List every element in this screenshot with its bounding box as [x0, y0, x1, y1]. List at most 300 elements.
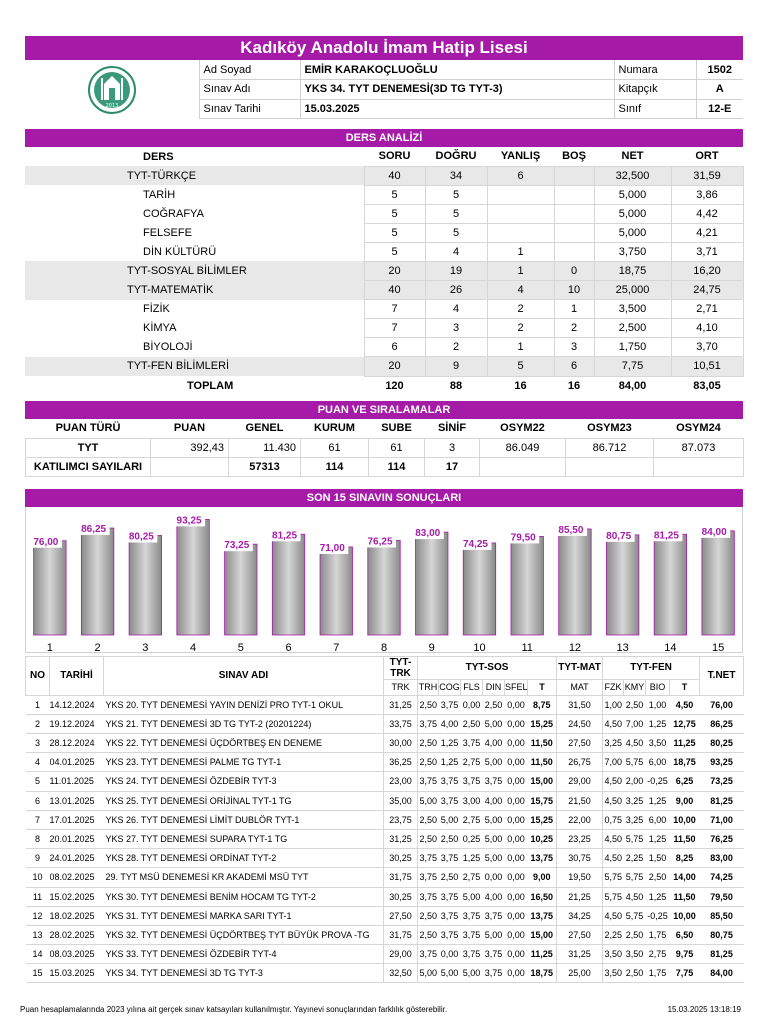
history-trk: 36,25	[384, 753, 418, 772]
subject-name: FİZİK	[143, 303, 170, 316]
cell-dogru: 4	[425, 300, 487, 319]
history-fls: 2,75	[461, 810, 483, 829]
chart-tick-label: 9	[428, 641, 435, 654]
cell-ort: 31,59	[671, 166, 743, 185]
history-trh: 3,75	[418, 714, 439, 733]
history-cog: 1,25	[439, 734, 461, 753]
history-t2: 12,75	[670, 714, 700, 733]
col-sfel: SFEL	[505, 679, 528, 695]
chart-bar	[606, 534, 638, 634]
history-mat: 29,00	[557, 772, 603, 791]
history-row	[26, 810, 744, 829]
history-row	[26, 945, 744, 964]
chart-data-label: 76,00	[33, 536, 59, 548]
history-t: 15,75	[528, 791, 557, 810]
logo	[25, 60, 199, 119]
chart-data-label: 74,25	[462, 538, 488, 550]
history-fls: 2,75	[461, 753, 483, 772]
history-trk: 29,00	[384, 945, 418, 964]
history-fls: 2,75	[461, 868, 483, 887]
history-kmy: 2,25	[624, 849, 646, 868]
cell-yanlis: 4	[487, 281, 554, 300]
cell-soru: 7	[364, 319, 425, 338]
cell-yanlis: 2	[487, 319, 554, 338]
chart-bar-group	[173, 513, 209, 635]
history-date: 18.02.2025	[50, 906, 104, 925]
cell-yanlis: 6	[487, 166, 554, 185]
report	[25, 36, 743, 983]
history-din: 3,75	[483, 964, 505, 983]
col-ders: DERS	[143, 150, 174, 163]
history-bio: 2,50	[646, 868, 670, 887]
history-sfel: 0,00	[505, 810, 528, 829]
history-net: 93,25	[700, 753, 744, 772]
history-bio: 1,25	[646, 714, 670, 733]
history-cog: 3,75	[439, 849, 461, 868]
history-fls: 5,00	[461, 964, 483, 983]
history-sfel: 0,00	[505, 695, 528, 714]
history-fzk: 4,50	[603, 906, 624, 925]
cell-soru: 5	[364, 185, 425, 204]
col-mat-group: TYT-MAT	[557, 656, 603, 679]
participants-row-cell	[566, 457, 654, 476]
total-net: 84,00	[618, 379, 647, 392]
history-exam: YKS 34. TYT DENEMESİ 3D TG TYT-3	[104, 964, 384, 983]
ranking-header-cell: OSYM22	[500, 422, 545, 435]
chart-bar-group	[603, 528, 639, 634]
history-net: 71,00	[700, 810, 744, 829]
history-trk: 27,50	[384, 906, 418, 925]
history-cog: 3,75	[439, 695, 461, 714]
history-bio: 3,50	[646, 734, 670, 753]
history-net: 80,75	[700, 925, 744, 944]
history-fzk: 4,50	[603, 849, 624, 868]
col-exam: SINAV ADI	[104, 656, 384, 695]
chart-x-axis	[26, 640, 742, 656]
chart-data-label: 84,00	[701, 526, 727, 538]
history-cog: 3,75	[439, 925, 461, 944]
participants-row-cell	[151, 457, 229, 476]
history-t: 11,50	[528, 734, 557, 753]
participants-row-cell	[480, 457, 566, 476]
history-table	[25, 656, 744, 984]
history-exam: YKS 26. TYT DENEMESİ LİMİT DUBLÖR TYT-1	[104, 810, 384, 829]
school-title: Kadıköy Anadolu İmam Hatip Lisesi	[25, 36, 743, 60]
chart-bar-group	[78, 522, 114, 635]
cell-bos: 0	[554, 261, 594, 280]
history-mat: 24,50	[557, 714, 603, 733]
history-row	[26, 791, 744, 810]
history-t2: 4,50	[670, 695, 700, 714]
history-row	[26, 753, 744, 772]
history-trh: 3,75	[418, 945, 439, 964]
history-bio: 1,25	[646, 791, 670, 810]
subject-name: TYT-FEN BİLİMLERİ	[125, 357, 364, 376]
history-trk: 31,75	[384, 868, 418, 887]
cell-bos: 3	[554, 338, 594, 357]
ranking-header-cell: OSYM24	[676, 422, 721, 435]
history-t: 11,25	[528, 945, 557, 964]
analysis-total-row	[25, 376, 743, 395]
cell-bos	[554, 166, 594, 185]
chart-bar	[320, 547, 352, 635]
history-trk: 23,75	[384, 810, 418, 829]
history-mat: 31,50	[557, 695, 603, 714]
chart-bar	[177, 519, 209, 635]
history-cog: 3,75	[439, 887, 461, 906]
ranking-row	[26, 438, 744, 457]
chart-bar	[511, 536, 543, 635]
col-ort: ORT	[695, 150, 719, 163]
history-net: 74,25	[700, 868, 744, 887]
subject-name: TARİH	[143, 188, 176, 201]
history-no: 2	[26, 714, 50, 733]
history-date: 17.01.2025	[50, 810, 104, 829]
ranking-header-cell: KURUM	[314, 422, 355, 435]
history-net: 86,25	[700, 714, 744, 733]
history-fls: 2,50	[461, 714, 483, 733]
cell-bos	[554, 185, 594, 204]
cell-bos: 6	[554, 357, 594, 376]
col-din: DIN	[483, 679, 505, 695]
history-net: 85,50	[700, 906, 744, 925]
analysis-row	[25, 185, 743, 204]
history-t2: 14,00	[670, 868, 700, 887]
chart-bar	[129, 535, 161, 635]
history-t2: 10,00	[670, 906, 700, 925]
history-net: 76,00	[700, 695, 744, 714]
name-label: Ad Soyad	[199, 60, 300, 80]
chart-tick-label: 15	[712, 641, 725, 654]
history-t2: 9,00	[670, 791, 700, 810]
cell-bos: 2	[554, 319, 594, 338]
history-din: 5,00	[483, 753, 505, 772]
ranking-header-cell: PUAN TÜRÜ	[55, 422, 121, 435]
cell-net: 5,000	[594, 223, 671, 242]
cell-ort: 24,75	[671, 281, 743, 300]
history-bio: 6,00	[646, 753, 670, 772]
history-bio: 1,25	[646, 887, 670, 906]
ranking-row-cell: 86.049	[480, 438, 566, 457]
history-t2: 11,50	[670, 829, 700, 848]
history-exam: YKS 22. TYT DENEMESİ ÜÇDÖRTBEŞ EN DENEME	[104, 734, 384, 753]
history-exam: YKS 23. TYT DENEMESİ PALME TG TYT-1	[104, 753, 384, 772]
analysis-row	[25, 261, 743, 280]
history-row	[26, 925, 744, 944]
cell-net: 3,750	[594, 242, 671, 261]
total-yanlis: 16	[514, 379, 527, 392]
ranking-row-cell: 61	[369, 438, 425, 457]
history-bio: 1,00	[646, 695, 670, 714]
ranking-header-cell: PUAN	[173, 422, 206, 435]
history-net: 80,25	[700, 734, 744, 753]
history-cog: 2,50	[439, 868, 461, 887]
history-kmy: 2,50	[624, 964, 646, 983]
history-exam: YKS 21. TYT DENEMESİ 3D TG TYT-2 (20201224)	[104, 714, 384, 733]
history-exam: YKS 30. TYT DENEMESİ BENİM HOCAM TG TYT-2	[104, 887, 384, 906]
history-no: 10	[26, 868, 50, 887]
history-trh: 2,50	[418, 753, 439, 772]
history-net: 84,00	[700, 964, 744, 983]
history-t2: 8,25	[670, 849, 700, 868]
history-net: 83,00	[700, 849, 744, 868]
cell-soru: 40	[364, 281, 425, 300]
history-date: 24.01.2025	[50, 849, 104, 868]
ranking-row-cell: 86.712	[566, 438, 654, 457]
participants-row-cell: KATILIMCI SAYILARI	[26, 457, 151, 476]
history-mat: 21,25	[557, 887, 603, 906]
history-kmy: 5,75	[624, 753, 646, 772]
cell-ort: 2,71	[671, 300, 743, 319]
history-no: 14	[26, 945, 50, 964]
chart-data-label: 81,25	[272, 529, 298, 541]
chart-bar	[34, 540, 66, 634]
cell-dogru: 9	[425, 357, 487, 376]
history-t2: 7,75	[670, 964, 700, 983]
participants-row-cell	[654, 457, 744, 476]
history-kmy: 5,75	[624, 868, 646, 887]
history-fzk: 5,75	[603, 868, 624, 887]
history-row	[26, 964, 744, 983]
history-din: 5,00	[483, 810, 505, 829]
history-fls: 5,00	[461, 887, 483, 906]
cell-net: 18,75	[594, 261, 671, 280]
history-trh: 2,50	[418, 829, 439, 848]
cell-soru: 20	[364, 357, 425, 376]
chart-bar	[81, 528, 113, 635]
history-no: 4	[26, 753, 50, 772]
history-mat: 30,75	[557, 849, 603, 868]
history-din: 3,75	[483, 906, 505, 925]
footer	[20, 1005, 741, 1014]
history-t2: 9,75	[670, 945, 700, 964]
cell-dogru: 3	[425, 319, 487, 338]
chart-tick-label: 5	[237, 641, 244, 654]
history-fls: 0,25	[461, 829, 483, 848]
history-date: 04.01.2025	[50, 753, 104, 772]
chart-bar-group	[555, 523, 591, 635]
subject-name: TYT-SOSYAL BİLİMLER	[125, 261, 364, 280]
history-bio: 1,75	[646, 925, 670, 944]
cell-bos: 1	[554, 300, 594, 319]
history-mat: 21,50	[557, 791, 603, 810]
col-mat: MAT	[557, 679, 603, 695]
history-t: 13,75	[528, 906, 557, 925]
col-bio: BIO	[646, 679, 670, 695]
history-trh: 5,00	[418, 791, 439, 810]
history-mat: 25,00	[557, 964, 603, 983]
history-no: 6	[26, 791, 50, 810]
cell-ort: 16,20	[671, 261, 743, 280]
chart-bar	[225, 544, 257, 635]
cell-soru: 5	[364, 204, 425, 223]
history-trk: 30,00	[384, 734, 418, 753]
history-mat: 27,50	[557, 734, 603, 753]
history-exam: YKS 32. TYT DENEMESİ ÜÇDÖRTBEŞ TYT BÜYÜK PROVA -TG	[104, 925, 384, 944]
history-no: 8	[26, 829, 50, 848]
history-fzk: 4,50	[603, 829, 624, 848]
booklet: A	[696, 80, 743, 100]
history-sfel: 0,00	[505, 714, 528, 733]
participants-row	[26, 457, 744, 476]
history-t: 15,25	[528, 714, 557, 733]
history-exam: YKS 24. TYT DENEMESİ ÖZDEBİR TYT-3	[104, 772, 384, 791]
student-info	[25, 60, 743, 119]
chart-data-label: 83,00	[415, 527, 441, 539]
ranking-header-cell: SUBE	[381, 422, 412, 435]
history-cog: 5,00	[439, 810, 461, 829]
history-fzk: 7,00	[603, 753, 624, 772]
chart-bar	[559, 529, 591, 635]
history-exam: YKS 31. TYT DENEMESİ MARKA SARI TYT-1	[104, 906, 384, 925]
history-kmy: 2,50	[624, 925, 646, 944]
history-t: 18,75	[528, 964, 557, 983]
history-sfel: 0,00	[505, 734, 528, 753]
cell-soru: 7	[364, 300, 425, 319]
ranking-row-cell: 392,43	[151, 438, 229, 457]
col-fen-group: TYT-FEN	[603, 656, 700, 679]
cell-yanlis: 1	[487, 261, 554, 280]
chart-bar-group	[698, 524, 734, 634]
cell-net: 2,500	[594, 319, 671, 338]
history-bio: 2,75	[646, 945, 670, 964]
cell-bos	[554, 223, 594, 242]
col-sos-group: TYT-SOS	[418, 656, 557, 679]
date-label: Sınav Tarihi	[199, 99, 300, 119]
cell-yanlis	[487, 204, 554, 223]
ranking-header-cell: GENEL	[245, 422, 284, 435]
history-exam: 29. TYT MSÜ DENEMESİ KR AKADEMİ MSÜ TYT	[104, 868, 384, 887]
cell-yanlis: 2	[487, 300, 554, 319]
history-trh: 3,75	[418, 887, 439, 906]
history-row	[26, 772, 744, 791]
subject-name: COĞRAFYA	[143, 207, 204, 220]
history-trh: 2,50	[418, 810, 439, 829]
history-trh: 2,50	[418, 925, 439, 944]
history-trh: 3,75	[418, 772, 439, 791]
cell-ort: 3,70	[671, 338, 743, 357]
history-no: 12	[26, 906, 50, 925]
cell-dogru: 5	[425, 223, 487, 242]
student-number: 1502	[696, 60, 743, 80]
chart-bar-group	[507, 530, 543, 635]
col-trh: TRH	[418, 679, 439, 695]
exam-name: YKS 34. TYT DENEMESİ(3D TG TYT-3)	[300, 80, 614, 100]
cell-soru: 5	[364, 242, 425, 261]
history-fls: 0,00	[461, 695, 483, 714]
history-fls: 3,75	[461, 945, 483, 964]
history-kmy: 3,25	[624, 791, 646, 810]
footer-timestamp: 15.03.2025 13:18:19	[667, 1005, 741, 1014]
participants-row-cell: 114	[301, 457, 369, 476]
history-cog: 4,00	[439, 714, 461, 733]
history-trk: 32,50	[384, 964, 418, 983]
history-date: 19.12.2024	[50, 714, 104, 733]
history-cog: 1,25	[439, 753, 461, 772]
cell-dogru: 19	[425, 261, 487, 280]
history-date: 08.02.2025	[50, 868, 104, 887]
analysis-row	[25, 223, 743, 242]
ranking-header-cell: OSYM23	[587, 422, 632, 435]
ranking-row-cell: TYT	[26, 438, 151, 457]
total-soru: 120	[385, 379, 404, 392]
history-mat: 23,25	[557, 829, 603, 848]
analysis-row	[25, 204, 743, 223]
exam-label: Sınav Adı	[199, 80, 300, 100]
history-exam: YKS 20. TYT DENEMESİ YAYIN DENİZİ PRO TYT-1 OKUL	[104, 695, 384, 714]
history-sfel: 0,00	[505, 849, 528, 868]
chart-bar	[416, 532, 448, 635]
analysis-row	[25, 319, 743, 338]
chart-bar-group	[221, 538, 257, 635]
history-no: 7	[26, 810, 50, 829]
history-cog: 2,50	[439, 829, 461, 848]
chart-data-label: 93,25	[176, 514, 202, 526]
analysis-row	[25, 281, 743, 300]
history-sfel: 0,00	[505, 791, 528, 810]
subject-name: DİN KÜLTÜRÜ	[143, 245, 217, 258]
history-kmy: 4,50	[624, 887, 646, 906]
history-trk: 30,25	[384, 887, 418, 906]
cell-dogru: 4	[425, 242, 487, 261]
history-kmy: 2,00	[624, 772, 646, 791]
col-fls: FLS	[461, 679, 483, 695]
col-dogru: DOĞRU	[435, 150, 477, 163]
chart-bar	[272, 534, 304, 635]
footer-note: Puan hesaplamalarında 2023 yılına ait gerçek sınav katsayıları kullanılmıştır. Yayınevi sonuçlarından farklılık gösterebilir.	[20, 1005, 448, 1014]
history-no: 3	[26, 734, 50, 753]
cell-soru: 40	[364, 166, 425, 185]
class: 12-E	[696, 99, 743, 119]
history-fls: 3,75	[461, 734, 483, 753]
chart-tick-label: 7	[333, 641, 340, 654]
cell-net: 1,750	[594, 338, 671, 357]
analysis-row	[25, 300, 743, 319]
history-fzk: 5,75	[603, 887, 624, 906]
history-din: 5,00	[483, 714, 505, 733]
chart-bar	[702, 530, 734, 634]
cell-bos	[554, 242, 594, 261]
col-fen-t: T	[670, 679, 700, 695]
history-fls: 3,75	[461, 906, 483, 925]
history-sfel: 0,00	[505, 829, 528, 848]
chart-bar-group	[30, 534, 66, 634]
history-kmy: 2,50	[624, 695, 646, 714]
history-din: 0,00	[483, 868, 505, 887]
history-no: 15	[26, 964, 50, 983]
history-cog: 3,75	[439, 791, 461, 810]
col-date: TARİHİ	[50, 656, 104, 695]
history-row	[26, 906, 744, 925]
ranking-title: PUAN VE SIRALAMALAR	[25, 401, 743, 419]
history-trk: 31,75	[384, 925, 418, 944]
total-bos: 16	[567, 379, 581, 392]
history-trh: 2,50	[418, 906, 439, 925]
ranking-row-cell: 61	[301, 438, 369, 457]
history-mat: 34,25	[557, 906, 603, 925]
history-fls: 3,75	[461, 772, 483, 791]
history-no: 13	[26, 925, 50, 944]
history-date: 15.03.2025	[50, 964, 104, 983]
ranking-header-cell: SİNİF	[437, 422, 467, 435]
analysis-row	[25, 166, 743, 185]
history-date: 28.12.2024	[50, 734, 104, 753]
number-label: Numara	[614, 60, 696, 80]
history-trk: 33,75	[384, 714, 418, 733]
chart-tick-label: 13	[616, 641, 629, 654]
history-fzk: 3,25	[603, 734, 624, 753]
chart-data-label: 81,25	[653, 529, 679, 541]
